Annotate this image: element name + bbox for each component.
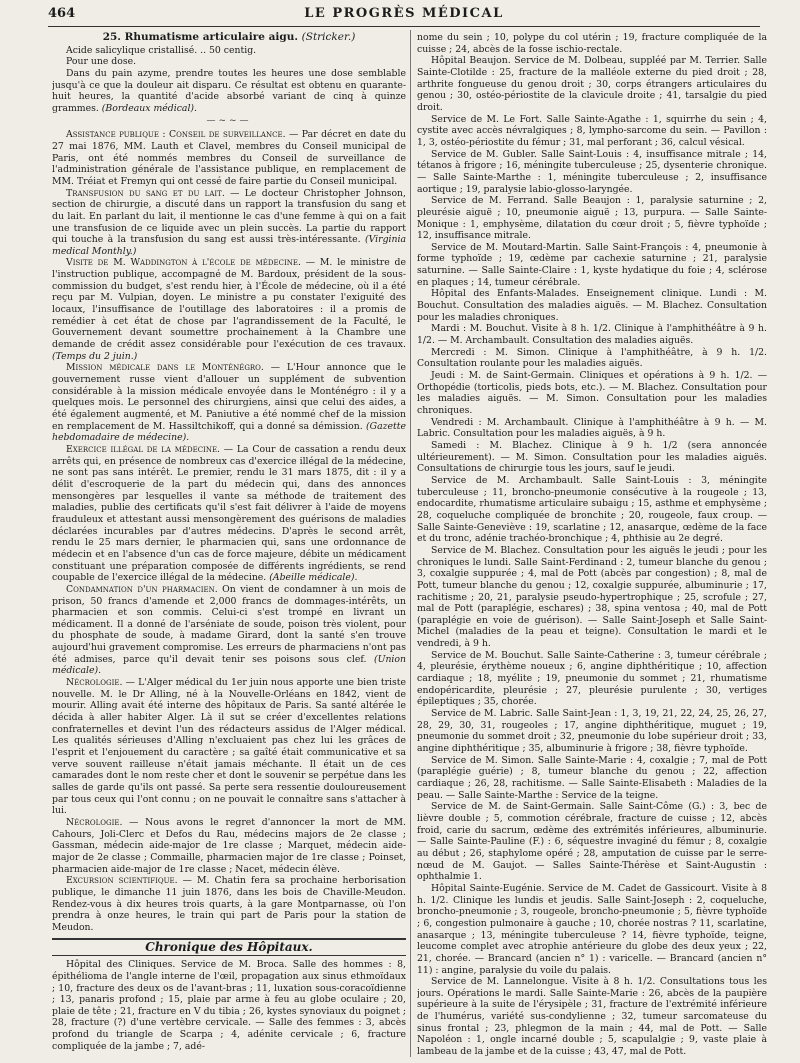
news-item — [52, 257, 406, 362]
news-lead: Nécrologie. — [66, 816, 123, 828]
news-lead: Transfusion du sang et du lait. — [66, 187, 225, 199]
news-text: — Nous avons le regret d'annoncer la mort de MM. Cahours, Joli-Clerc et Defos du Rau, médecins majors de 2e classe ; Gassman, médecin aide-major de 1re classe ; Marquet, médecin aide-major de 2e classe ; Commaille, pharmacien major de 1re classe ; Poinset, pharmacien aide-major de 1re classe ; Nacet, médecin élève. — [52, 816, 406, 875]
hospital-paragraph: Hôpital des Cliniques. Service de M. Broca. Salle des hommes : 8, épithélioma de l'angle interne de l'œil, propagation aux sinus ethmoïdaux ; 10, fracture des deux os de l'avant-bras ; 11, luxation sous-coracoïdienne ; 13, panaris profond ; 15, plaie par arme à feu au globe oculaire ; 20, plaie de tête ; 21, fracture en V du tibia ; 26, kystes synoviaux du poignet ; 28, fracture (?) d'une vertèbre cervicale. — Salle des femmes : 3, abcès profond du triangle de Scarpa ; 4, adénite cervicale ; 6, fracture compliquée de la jambe ; 7, adé- — [52, 959, 406, 1052]
news-item — [52, 188, 406, 258]
news-item — [52, 677, 406, 817]
article-heading — [52, 32, 406, 44]
news-text: — M. le ministre de l'instruction publique, accompagné de M. Bardoux, président de la sous-commission du budget, s'est rendu hier, à l'École de médecine, où il a été reçu par M. Vulpian, doyen. Le ministre a pu constater l'exiguité des locaux, l'insuffisance de l'outillage des laboratoires : il a promis de remédier à cet état de chose par l'agrandissement de la Faculté, le Gouvernement devant soumettre prochainement à la Chambre une demande de crédit assez considérable pour l'exécution de ces travaux. — [52, 257, 406, 351]
news-lead: Excursion scientifique. — [66, 875, 178, 887]
hospital-paragraph: Hôpital Beaujon. Service de M. Dolbeau, suppléé par M. Terrier. Salle Sainte-Clotilde : 25, fracture de la malléole externe du pied droit ; 28, arthrite fongueuse du genou droit ; 30, corps étrangers articulaires du genou ; 30, ostéo-périostite de la clavicule droite ; 41, tarsalgie du pied droit. — [417, 55, 767, 113]
hospital-paragraph: Hôpital des Enfants-Malades. Enseignement clinique. Lundi : M. Bouchut. Consultation des maladies aiguës. — M. Blachez. Consultation pour les maladies chroniques. — [417, 288, 767, 323]
hospital-paragraph: Service de M. Gubler. Salle Saint-Louis : 4, insuffisance mitrale ; 14, tétanos à frigore ; 16, méningite tuberculeuse ; 25, dysenterie chronique. — Salle Sainte-Marthe : 1, méningite tuberculeuse ; 2, insuffisance aortique ; 19, paralysie labio-glosso-laryngée. — [417, 148, 767, 195]
news-text: — M. Chatin fera sa prochaine herborisation publique, le dimanche 11 juin 1876, dans les bois de Chaville-Meudon. Rendez-vous à dix heures trois quarts, à la gare Montparnasse, où l'on prendra à onze heures, le train qui part de Paris pour la station de Meudon. — [52, 875, 406, 933]
hospital-paragraph: Service de M. Lannelongue. Visite à 8 h. 1/2. Consultations tous les jours. Opérations le mardi. Salle Sainte-Marie : 26, abcès de la paupière supérieure à la suite de l'érysipèle ; 31, fracture de l'extrémité inférieure de l'humérus, variété sus-condylienne ; 32, tumeur sarcomateuse du sinus frontal ; 23, phlegmon de la main ; 44, mal de Pott. — Salle Napoléon : 1, ongle incarné double ; 5, scapulalgie ; 9, vaste plaie à lambeau de la jambe et de la cuisse ; 43, 47, mal de Pott. — [417, 976, 767, 1057]
article-paragraph: Dans du pain azyme, prendre toutes les heures une dose semblable jusqu'à ce que la douleur ait disparu. Ce résultat est obtenu en quarante-huit heures, la quantité d'acide absorbé variant de cinq à quinze grammes. (Bordeaux médical). — [52, 67, 406, 114]
page-number: 464 — [48, 6, 76, 21]
news-text: On vient de condamner à un mois de prison, 50 francs d'amende et 2,000 francs de dommages-intérêts, un pharmacien et son commis. Celui-ci s'est trompé en livrant un médicament. Il a donné de l'arséniate de soude, poison très violent, pour du phosphate de soude, à madame Girard, dont la santé s'en trouve aujourd'hui gravement compromise. Les erreurs de pharmaciens n'ont pas été admises, parce qu'il devait tenir ses poisons sous clef. — [52, 583, 406, 665]
article-source: (Stricker.) — [301, 32, 356, 43]
news-lead: Condamnation d'un pharmacien. — [66, 583, 218, 595]
running-header — [48, 0, 760, 27]
hospital-paragraph: Service de M. Simon. Salle Sainte-Marie : 4, coxalgie ; 7, mal de Pott (paraplégie guérie) ; 8, tumeur blanche du genou ; 22, affection cardiaque ; 26, 28, rachitisme. — Salle Sainte-Elisabeth : Maladies de la peau. — Salle Sainte-Marthe : Service de la teigne. — [417, 754, 767, 801]
hospital-paragraph: Vendredi : M. Archambault. Clinique à l'amphithéâtre à 9 h. — M. Labric. Consultation pour les maladies aiguës, à 9 h. — [417, 416, 767, 440]
news-source: (Virginia medical Monthly.) — [52, 234, 406, 257]
hospital-paragraph: Service de M. Le Fort. Salle Sainte-Agathe : 1, squirrhe du sein ; 4, cystite avec accès névralgiques ; 8, lympho-sarcome du sein. — Pavillon : 1, 3, ostéo-périostite du fémur ; 31, mal perforant ; 36, calcul vésical. — [417, 113, 767, 148]
news-lead: Exercice illégal de la médecine. — [66, 443, 221, 455]
ornamental-separator: —~~— — [206, 115, 252, 126]
hospital-paragraph: Service de M. Labric. Salle Saint-Jean : 1, 3, 19, 21, 22, 24, 25, 26, 27, 28, 29, 30, 31, rougeoles ; 17, angine diphthéritique, muguet ; 19, pneumonie du sommet droit ; 32, pneumonie du lobe supérieur droit ; 33, angine diphthéritique ; 35, albuminurie à frigore ; 38, fièvre typhoïde. — [417, 708, 767, 755]
hospital-paragraph: Samedi : M. Blachez. Clinique à 9 h. 1/2 (sera annoncée ultérieurement). — M. Simon. Consultation pour les maladies aiguës. Consultations de chirurgie tous les jours, sauf le jeudi. — [417, 439, 767, 475]
news-item — [52, 875, 406, 933]
hospital-paragraph: Service de M. Archambault. Salle Saint-Louis : 3, méningite tuberculeuse ; 11, broncho-pneumonie consécutive à la rougeole ; 13, endocardite, rhumatisme articulaire subaigu ; 15, asthme et emphysème ; 28, coqueluche compliquée de bronchite ; 20, rougeole, faux croup. — Salle Sainte-Geneviève : 19, scarlatine ; 12, anasarque, œdème de la face et du tronc, adénie trachéo-bronchique ; 4, phthisie au 2e degré. — [417, 474, 767, 545]
news-source: (Union médicale). — [52, 653, 406, 677]
hospital-paragraph: Service de M. Blachez. Consultation pour les aiguës le jeudi ; pour les chroniques le lundi. Salle Saint-Ferdinand : 2, tumeur blanche du genou ; 3, coxalgie suppurée ; 4, mal de Pott (abcès par congestion) ; 8, mal de Pott, tumeur blanche du genou ; 12, coxalgie suppurée, albuminurie ; 17, rachitisme ; 20, 21, paralysie pseudo-hypertrophique ; 25, scrofule ; 27, mal de Pott (paraplégie, eschares) ; 38, spina ventosa ; 40, mal de Pott (paraplégie en voie de guérison). — Salle Saint-Joseph et Salle Saint-Michel (maladies de la peau et teigne). Consultation le mardi et le vendredi, à 9 h. — [417, 544, 767, 650]
news-text: — Le docteur Christopher Johnson, section de chirurgie, a discuté dans un rapport la transfusion du sang et du lait. En parlant du lait, il mentionne le cas d'une femme à qui on a fait une transfusion de ce liquide avec un plein succès. La partie du rapport qui touche à la transfusion du sang est aussi très-intéressante. — [52, 187, 406, 246]
hospital-paragraph: Mercredi : M. Simon. Clinique à l'amphithéâtre, à 9 h. 1/2. Consultation roulante pour les maladies aiguës. — [417, 346, 767, 370]
news-text: — Par décret en date du 27 mai 1876, MM. Lauth et Clavel, membres du Conseil municipal de Paris, ont été nommés membres du Conseil de surveillance de l'administration générale de l'assistance publique, en remplacement de MM. Tréiat et Fremyn qui ont cessé de faire partie du Conseil municipal. — [52, 129, 406, 187]
news-lead: Visite de M. Waddington à l'école de médecine. — [66, 257, 301, 269]
hospital-paragraph: Mardi : M. Bouchut. Visite à 8 h. 1/2. Clinique à l'amphithéâtre à 9 h. 1/2. — M. Archambault. Consultation des maladies aiguës. — [417, 323, 767, 347]
hospital-paragraph: Hôpital Sainte-Eugénie. Service de M. Cadet de Gassicourt. Visite à 8 h. 1/2. Clinique les lundis et jeudis. Salle Saint-Joseph : 2, coqueluche, broncho-pneumonie ; 3, rougeole, broncho-pneumonie ; 5, fièvre typhoïde ; 6, congestion pulmonaire à gauche ; 10, chorée nostras ? 11, scarlatine, anasarque ; 13, méningite tuberculeuse ? 14, fièvre typhoïde, teigne, leucome complet avec atrophie antérieure du globe des deux yeux ; 22, 21, chorée. — Brancard (ancien n° 1) : varicelle. — Brancard (ancien n° 11) : angine, paralysie du voile du palais. — [417, 882, 767, 976]
journal-title: LE PROGRÈS MÉDICAL — [304, 6, 504, 21]
hospital-paragraph: Service de M. Bouchut. Salle Sainte-Catherine : 3, tumeur cérébrale ; 4, pleurésie, érythème noueux ; 6, angine diphthéritique ; 10, affection cardiaque ; 18, myélite ; 19, pneumonie du sommet ; 21, rhumatisme endopéricardite, pleurésie ; 27, pleurésie purulente ; 30, vertiges épileptiques ; 35, chorée. — [417, 649, 767, 708]
news-list — [52, 129, 406, 933]
news-text: — La Cour de cassation a rendu deux arrêts qui, en présence de nombreux cas d'exercice illégal de la médecine, ne sont pas sans intérêt. Le premier, rendu le 31 mars 1875, dit : il y a délit d'escroquerie de la part du médecin qui, dans des annonces mensongères par lesquelles il vante sa méthode de traitement des maladies, publie des certificats qu'il s'est fait délivrer à l'aide de moyens frauduleux et attestant aussi mensongèrement des guérisons de maladies déclarées incurables par d'autres médecins. D'après le second arrêt, rendu le 25 mars dernier, le pharmacien qui, sans une ordonnance de médecin et en l'absence d'un cas de force majeure, débite un médicament constituant une préparation composée de différents ingrédients, se rend coupable de l'exercice illégal de la médecine. — [52, 443, 406, 584]
news-source: (Gazette hebdomadaire de médecine). — [52, 420, 406, 444]
news-text: — L'Alger médical du 1er juin nous apporte une bien triste nouvelle. M. le Dr Alling, né à la Nouvelle-Orléans en 1842, vient de mourir. Alling avait été interne des hôpitaux de Paris. Sa santé altérée le décida à aller habiter Alger. Là il sut se créer d'excellentes relations confraternelles et devint l'un des rédacteurs assidus de l'Alger médical. Les qualités sérieuses d'Alling n'excluaient pas chez lui les grâces de l'esprit et l'enjouement du caractère ; sa gaîté était communicative et sa verve souvent railleuse n'était jamais méchante. Il était un de ces camarades dont le nom reste cher et dont le souvenir se perpétue dans les salles de garde qu'ils ont passé. Sa perte sera ressentie douloureusement par tous ceux qui l'ont connu ; on ne pouvait le connaître sans s'attacher à lui. — [52, 677, 406, 817]
news-item — [52, 129, 406, 187]
prescription-line: Acide salicylique cristallisé. .. 50 centig. — [66, 44, 257, 56]
news-item — [52, 362, 406, 444]
right-column — [417, 32, 767, 1057]
prescription-line: Pour une dose. — [66, 56, 137, 68]
left-column — [52, 32, 406, 1057]
news-source: (Abeille médicale). — [269, 572, 358, 584]
hospital-paragraph: Service de M. de Saint-Germain. Salle Saint-Côme (G.) : 3, bec de lièvre double ; 5, commotion cérébrale, fracture de cuisse ; 12, abcès froid, carie du sacrum, œdème des extrémités inférieures, albuminurie. — Salle Sainte-Pauline (F.) : 6, séquestre invaginé du fémur ; 8, coxalgie au début ; 26, staphylome opéré ; 28, amputation de cuisse par le serre-nœud de M. Gaujot. — Salles Sainte-Thérèse et Saint-Augustin : ophthalmie 1. — [417, 801, 767, 883]
article-title: 25. Rhumatisme articulaire aigu. — [102, 32, 298, 43]
news-text: — L'Hour annonce que le gouvernement russe vient d'allouer un supplément de subvention considérable à la mission médicale envoyée dans le Monténégro : il y a quelques mois. Le personnel des chirurgiens, ainsi que celui des aides, a été également augmenté, et M. Paniutive a été nommé chef de la mission en remplacement de M. Hassiltchikoff, qui a donné sa démission. — [52, 362, 406, 432]
hospital-paragraph: Jeudi : M. de Saint-Germain. Cliniques et opérations à 9 h. 1/2. — Orthopédie (torticolis, pieds bots, etc.). — M. Blachez. Consultation pour les maladies aiguës. — M. Simon. Consultation pour les maladies chroniques. — [417, 370, 767, 416]
hospital-paragraph: nome du sein ; 10, polype du col utérin ; 19, fracture compliquée de la cuisse ; 24, abcès de la fosse ischio-rectale. — [417, 32, 767, 55]
hospital-paragraph: Service de M. Moutard-Martin. Salle Saint-François : 4, pneumonie à forme typhoïde ; 19, œdème par cachexie saturnine ; 21, paralysie saturnine. — Salle Sainte-Claire : 1, kyste hydatique du foie ; 4, sclérose en plaques ; 14, tumeur cérébrale. — [417, 241, 767, 288]
news-lead: Assistance publique : Conseil de surveillance. — [66, 129, 286, 141]
news-lead: Mission médicale dans le Monténégro. — [66, 362, 264, 374]
section-title: Chronique des Hôpitaux. — [52, 938, 406, 957]
news-item — [52, 584, 406, 677]
news-lead: Nécrologie. — [66, 677, 123, 689]
news-item — [52, 444, 406, 584]
news-item — [52, 817, 406, 875]
hospital-paragraph: Service de M. Ferrand. Salle Beaujon : 1, paralysie saturnine ; 2, pleurésie aiguë ; 10, pneumonie aiguë ; 13, purpura. — Salle Sainte-Monique : 1, emphysème, dilatation du cœur droit ; 5, fièvre typhoïde ; 12, insuffisance mitrale. — [417, 195, 767, 242]
news-source: (Temps du 2 juin.) — [52, 350, 138, 362]
column-divider — [410, 30, 411, 1057]
